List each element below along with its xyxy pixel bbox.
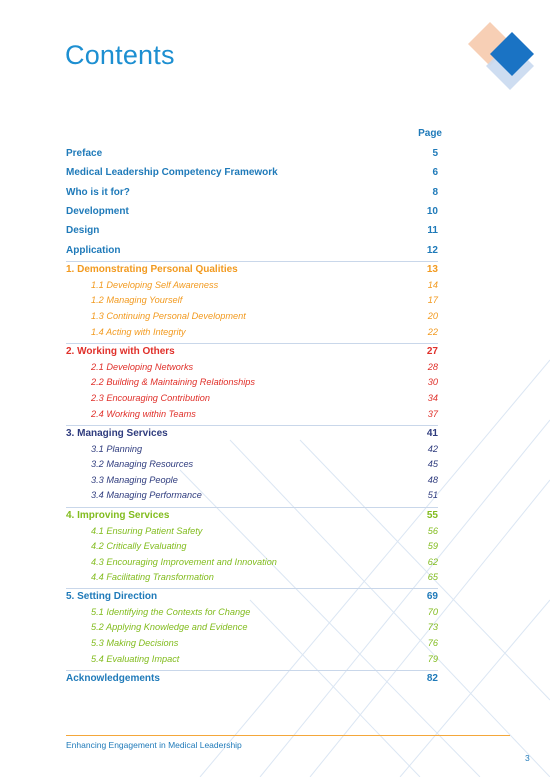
footer-divider bbox=[66, 735, 510, 736]
toc-entry-label: Medical Leadership Competency Framework bbox=[66, 166, 278, 178]
toc-subsection-entry[interactable] bbox=[66, 636, 438, 650]
toc-section-entry[interactable] bbox=[66, 165, 438, 179]
toc-subsection-entry[interactable] bbox=[66, 375, 438, 389]
toc-entry-page: 41 bbox=[426, 427, 438, 439]
toc-subsection-entry[interactable] bbox=[66, 293, 438, 307]
toc-entry-label: 1.4 Acting with Integrity bbox=[91, 327, 186, 337]
toc-section-entry[interactable] bbox=[66, 185, 438, 199]
toc-entry-label: 3.1 Planning bbox=[91, 444, 143, 454]
toc-subsection-entry[interactable] bbox=[66, 652, 438, 666]
toc-entry-label: Preface bbox=[66, 147, 103, 159]
toc-entry-page: 37 bbox=[427, 409, 438, 419]
toc-entry-page: 73 bbox=[427, 622, 438, 632]
toc-entry-label: Acknowledgements bbox=[66, 672, 160, 684]
toc-entry-label: 5. Setting Direction bbox=[66, 590, 158, 602]
toc-entry-label: 4.3 Encouraging Improvement and Innovation bbox=[91, 557, 277, 567]
toc-subsection-entry[interactable] bbox=[66, 407, 438, 421]
toc-section-entry[interactable] bbox=[66, 589, 438, 603]
toc-subsection-entry[interactable] bbox=[66, 539, 438, 553]
toc-section-entry[interactable] bbox=[66, 146, 438, 160]
toc-subsection-entry[interactable] bbox=[66, 457, 438, 471]
toc-section-entry[interactable] bbox=[66, 204, 438, 218]
toc-entry-page: 5 bbox=[432, 147, 438, 159]
page-title: Contents bbox=[65, 40, 175, 70]
page-number: 3 bbox=[525, 753, 530, 763]
toc-subsection-entry[interactable] bbox=[66, 605, 438, 619]
toc-entry-page: 17 bbox=[427, 295, 438, 305]
toc-entry-page: 76 bbox=[427, 638, 438, 648]
toc-entry-page: 6 bbox=[432, 166, 438, 178]
toc-subsection-entry[interactable] bbox=[66, 360, 438, 374]
toc-entry-label: 4.4 Facilitating Transformation bbox=[91, 572, 214, 582]
toc-entry-page: 56 bbox=[427, 526, 438, 536]
toc-entry-page: 14 bbox=[427, 280, 438, 290]
toc-entry-page: 55 bbox=[426, 509, 438, 521]
toc-subsection-entry[interactable] bbox=[66, 555, 438, 569]
toc-subsection-entry[interactable] bbox=[66, 325, 438, 339]
toc-entry-label: 5.4 Evaluating Impact bbox=[91, 654, 180, 664]
toc-entry-label: 1.2 Managing Yourself bbox=[91, 295, 183, 305]
toc-entry-label: 1. Demonstrating Personal Qualities bbox=[66, 263, 238, 275]
footer-title: Enhancing Engagement in Medical Leadership bbox=[66, 740, 242, 750]
toc-entry-label: 2.2 Building & Maintaining Relationships bbox=[91, 377, 255, 387]
toc-entry-label: 1.1 Developing Self Awareness bbox=[91, 280, 219, 290]
toc-entry-page: 10 bbox=[426, 205, 438, 217]
toc-entry-page: 20 bbox=[427, 311, 438, 321]
toc-subsection-entry[interactable] bbox=[66, 442, 438, 456]
toc-entry-label: 3. Managing Services bbox=[66, 427, 168, 439]
toc-entry-label: 4. Improving Services bbox=[66, 509, 170, 521]
toc-section-entry[interactable] bbox=[66, 344, 438, 358]
toc-subsection-entry[interactable] bbox=[66, 278, 438, 292]
toc-subsection-entry[interactable] bbox=[66, 488, 438, 502]
toc-entry-label: Development bbox=[66, 205, 129, 217]
toc-entry-label: 1.3 Continuing Personal Development bbox=[91, 311, 246, 321]
toc-entry-page: 62 bbox=[427, 557, 438, 567]
toc-entry-label: 2.4 Working within Teams bbox=[91, 409, 196, 419]
toc-subsection-entry[interactable] bbox=[66, 620, 438, 634]
toc-entry-page: 27 bbox=[426, 345, 438, 357]
toc-entry-label: 2.1 Developing Networks bbox=[91, 362, 194, 372]
toc-subsection-entry[interactable] bbox=[66, 473, 438, 487]
diamond-logo bbox=[462, 14, 542, 104]
toc-entry-label: 4.2 Critically Evaluating bbox=[91, 541, 187, 551]
toc-entry-page: 82 bbox=[426, 672, 438, 684]
toc-entry-label: 5.3 Making Decisions bbox=[91, 638, 179, 648]
toc-entry-page: 8 bbox=[432, 186, 438, 198]
toc-entry-page: 70 bbox=[427, 607, 438, 617]
toc-entry-label: Design bbox=[66, 224, 100, 236]
toc-entry-page: 51 bbox=[427, 490, 438, 500]
toc-entry-label: 2. Working with Others bbox=[66, 345, 175, 357]
toc-entry-page: 42 bbox=[427, 444, 438, 454]
toc-entry-page: 59 bbox=[427, 541, 438, 551]
toc-entry-label: 3.2 Managing Resources bbox=[91, 459, 194, 469]
toc-entry-label: 2.3 Encouraging Contribution bbox=[91, 393, 211, 403]
toc-entry-page: 34 bbox=[427, 393, 438, 403]
toc-entry-page: 13 bbox=[426, 263, 438, 275]
toc-entry-label: 3.3 Managing People bbox=[91, 475, 178, 485]
page-column-header: Page bbox=[418, 128, 442, 139]
toc-section-entry[interactable] bbox=[66, 223, 438, 237]
toc-entry-label: 5.1 Identifying the Contexts for Change bbox=[91, 607, 251, 617]
toc-entry-page: 12 bbox=[426, 244, 438, 256]
toc-subsection-entry[interactable] bbox=[66, 309, 438, 323]
toc-section-entry[interactable] bbox=[66, 243, 438, 257]
toc-entry-page: 79 bbox=[427, 654, 438, 664]
toc-entry-page: 65 bbox=[427, 572, 438, 582]
toc-entry-page: 11 bbox=[427, 224, 438, 236]
toc-entry-page: 30 bbox=[427, 377, 438, 387]
toc-entry-page: 45 bbox=[427, 459, 438, 469]
toc-entry-label: Application bbox=[66, 244, 121, 256]
toc-section-entry[interactable] bbox=[66, 426, 438, 440]
toc-entry-label: 5.2 Applying Knowledge and Evidence bbox=[91, 622, 248, 632]
toc-entry-page: 69 bbox=[426, 590, 438, 602]
toc-section-entry[interactable] bbox=[66, 262, 438, 276]
toc-subsection-entry[interactable] bbox=[66, 570, 438, 584]
toc-entry-label: Who is it for? bbox=[66, 186, 130, 198]
toc-entry-page: 28 bbox=[427, 362, 438, 372]
toc-entry-label: 3.4 Managing Performance bbox=[91, 490, 202, 500]
toc-section-entry[interactable] bbox=[66, 508, 438, 522]
toc-subsection-entry[interactable] bbox=[66, 524, 438, 538]
toc-entry-label: 4.1 Ensuring Patient Safety bbox=[91, 526, 203, 536]
toc-entry-page: 48 bbox=[427, 475, 438, 485]
toc-entry-page: 22 bbox=[427, 327, 438, 337]
toc-subsection-entry[interactable] bbox=[66, 391, 438, 405]
toc-section-entry[interactable] bbox=[66, 671, 438, 685]
